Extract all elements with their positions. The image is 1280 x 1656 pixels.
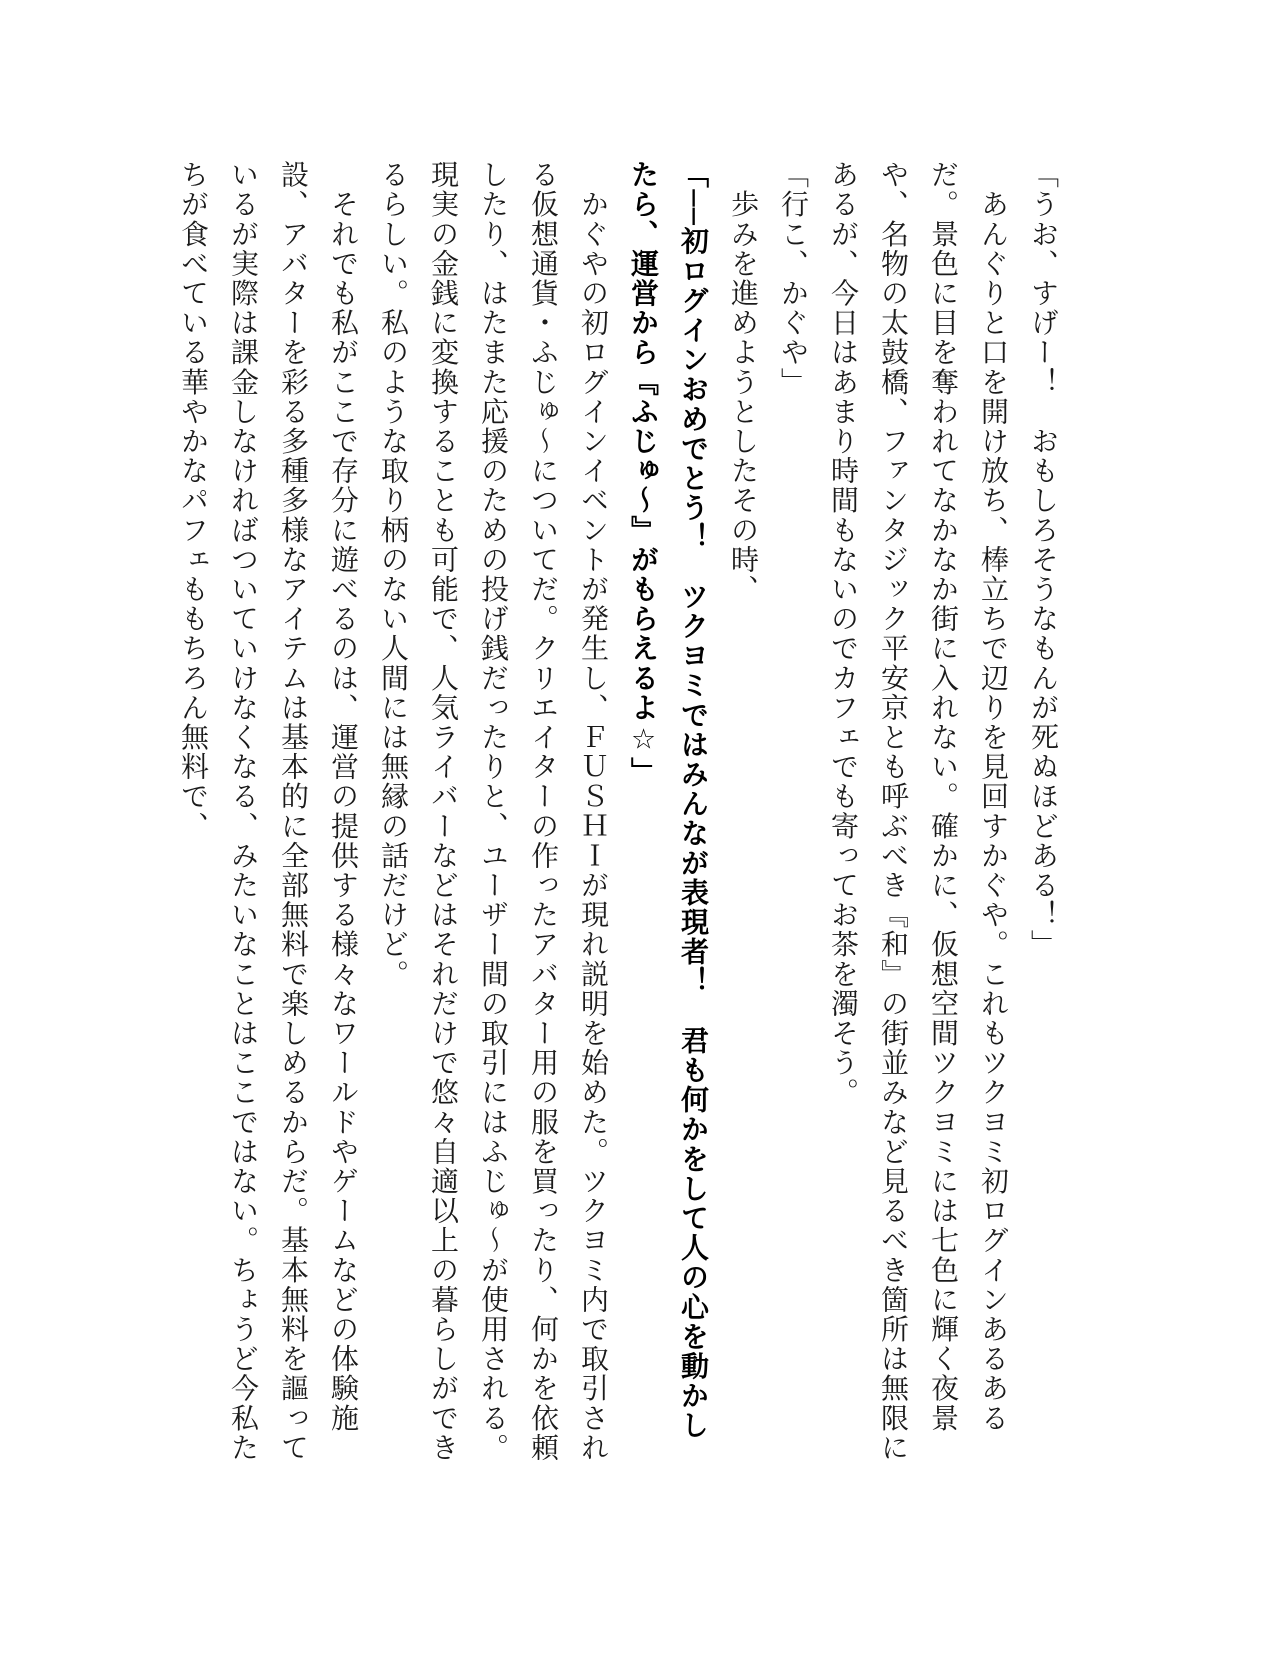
text-line: いるが実際は課金しなければついていけなくなる、みたいなことはここではない。ちょうど今私た (227, 160, 260, 1463)
text-line: 歩みを進めようとしたその時、 (727, 160, 760, 604)
text-line: る仮想通貨・ふじゅ〜についてだ。クリエイターの作ったアバター用の服を買ったり、何かを依頼 (527, 160, 560, 1463)
text-line: ちが食べている華やかなパフェももちろん無料で、 (177, 160, 210, 841)
text-line: 設、アバターを彩る多種多様なアイテムは基本的に全部無料で楽しめるからだ。基本無料を謳って (277, 160, 310, 1463)
text-line: るらしい。私のような取り柄のない人間には無縁の話だけど。 (377, 160, 410, 989)
text-line: だ。景色に目を奪われてなかなか街に入れない。確かに、仮想空間ツクヨミには七色に輝く夜景 (927, 160, 960, 1433)
announcement-line: たら、運営から『ふじゅ〜』がもらえるよ☆」 (627, 160, 660, 787)
text-line: 「うお、すげー！ おもしろそうなもんが死ぬほどある！」 (1027, 160, 1060, 960)
vertical-text-body (168, 160, 1068, 1480)
text-line: 現実の金銭に変換することも可能で、人気ライバーなどはそれだけで悠々自適以上の暮らしができ (427, 160, 460, 1463)
text-line: したり、はたまた応援のための投げ銭だったりと、ユーザー間の取引にはふじゅ〜が使用される。 (477, 160, 510, 1463)
text-line: あるが、今日はあまり時間もないのでカフェでも寄ってお茶を濁そう。 (827, 160, 860, 1108)
text-line: あんぐりと口を開け放ち、棒立ちで辺りを見回すかぐや。これもツクヨミ初ログインあるある (977, 160, 1010, 1433)
text-line: それでも私がここで存分に遊べるのは、運営の提供する様々なワールドやゲームなどの体験施 (327, 160, 360, 1433)
text-line: かぐやの初ログインイベントが発生し、ＦＵＳＨＩが現れ説明を始めた。ツクヨミ内で取引され (577, 160, 610, 1463)
text-line: 「行こ、かぐや」 (777, 160, 810, 397)
text-line: や、名物の太鼓橋、ファンタジック平安京とも呼ぶべき『和』の街並みなど見るべき箇所は無限に (877, 160, 910, 1463)
announcement-line: 「──初ログインおめでとう！ ツクヨミではみんなが表現者！ 君も何かをして人の心を動かし (677, 160, 710, 1441)
